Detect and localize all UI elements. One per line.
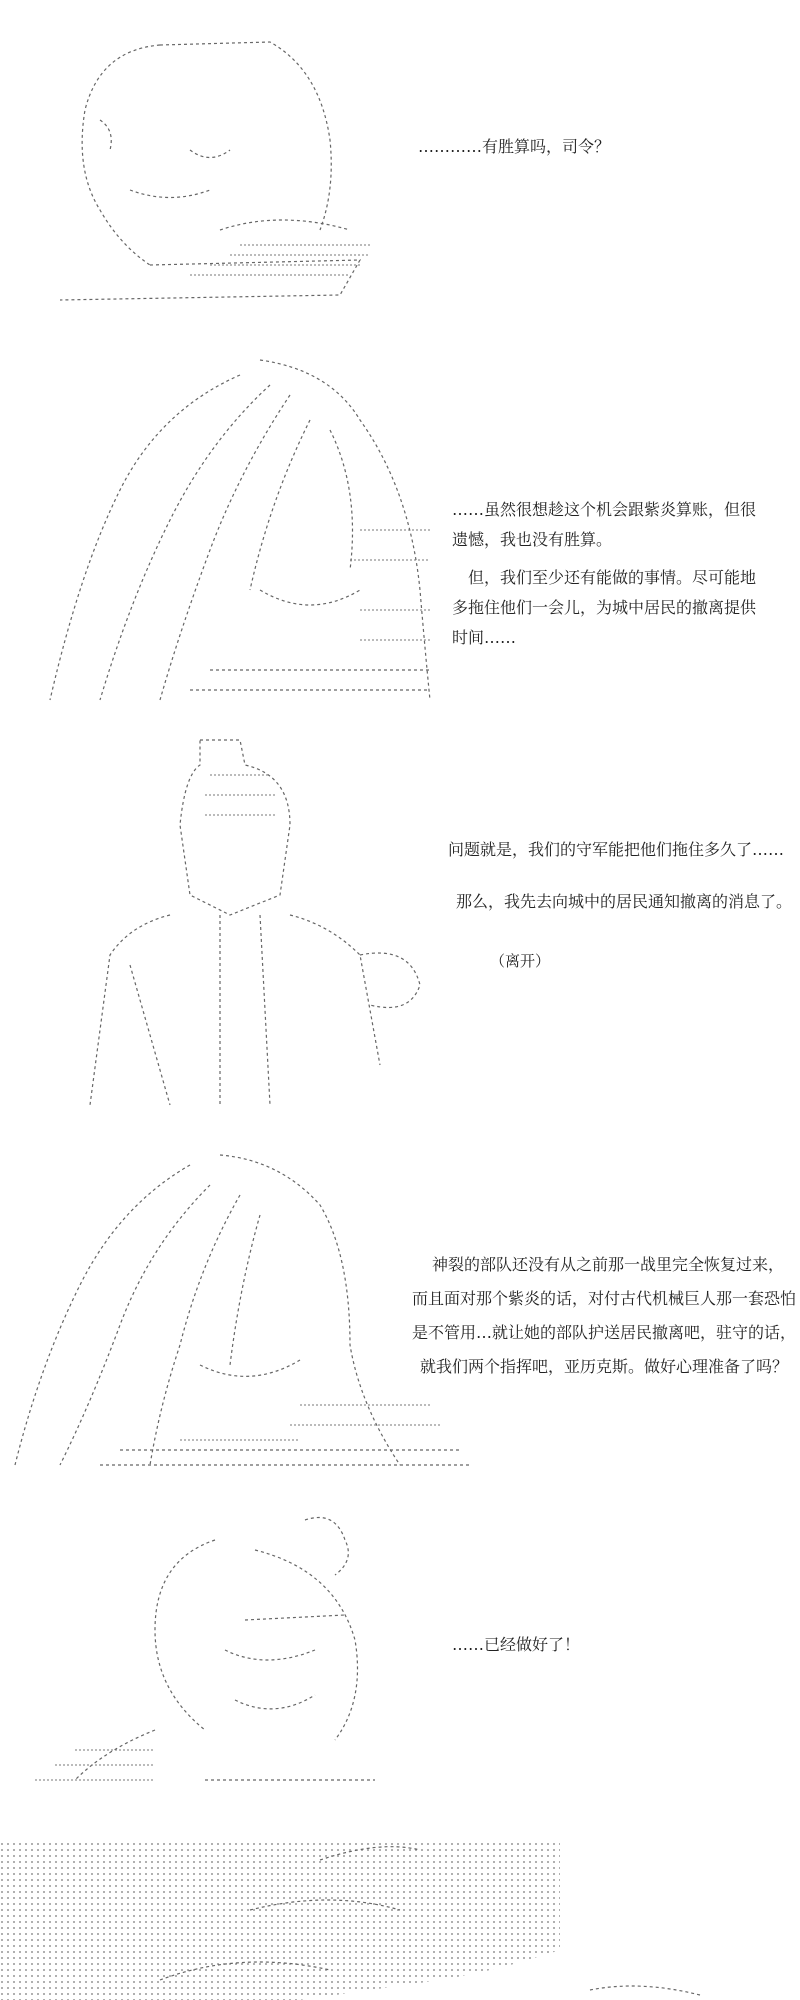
dialog-line: 多拖住他们一会儿，为城中居民的撤离提供 [452,598,757,617]
ascii-art-long-hair-character [30,350,440,710]
dialog-line: ……已经做好了！ [452,1635,581,1654]
dialog-line: 是不管用…就让她的部队护送居民撤离吧，驻守的话， [412,1323,797,1342]
panel-1 [0,0,800,320]
ascii-art-bald-man-2 [15,1500,415,1800]
ascii-art-dotted-landscape [0,1830,800,2000]
dialog-line [452,555,756,563]
stage-direction: （离开） [490,952,551,970]
ascii-art-long-hair-character-2 [0,1145,470,1480]
dialog-panel-1 [418,132,610,162]
dialog-line: 问题就是，我们的守军能把他们拖住多久了…… [448,840,785,859]
dialog-line [448,865,792,887]
dialog-line: …………有胜算吗，司令？ [418,137,611,156]
dialog-line: 而且面对那个紫炎的话，对付古代机械巨人那一套恐怕 [412,1289,797,1308]
dialog-panel-2 [452,495,756,653]
dialog-panel-5 [452,1630,580,1660]
dialog-line: 时间…… [452,628,517,647]
ascii-art-bald-man [40,30,380,310]
panel-6 [0,1830,800,2000]
panel-2 [0,340,800,720]
panel-3 [0,735,800,1125]
ascii-art-standing-figure [70,735,430,1115]
dialog-line: 就我们两个指挥吧，亚历克斯。做好心理准备了吗？ [420,1357,789,1376]
dialog-panel-3 [448,835,792,917]
dialog-line: 那么，我先去向城中的居民通知撤离的消息了。 [456,892,793,911]
dialog-panel-4 [412,1248,796,1384]
dialog-line: 神裂的部队还没有从之前那一战里完全恢复过来， [432,1255,785,1274]
dialog-line: ……虽然很想趁这个机会跟紫炎算账，但很 [452,500,757,519]
dialog-line: 但，我们至少还有能做的事情。尽可能地 [452,568,757,587]
dialog-line: 遗憾，我也没有胜算。 [452,530,613,549]
panel-4 [0,1145,800,1490]
panel-5 [0,1500,800,1810]
